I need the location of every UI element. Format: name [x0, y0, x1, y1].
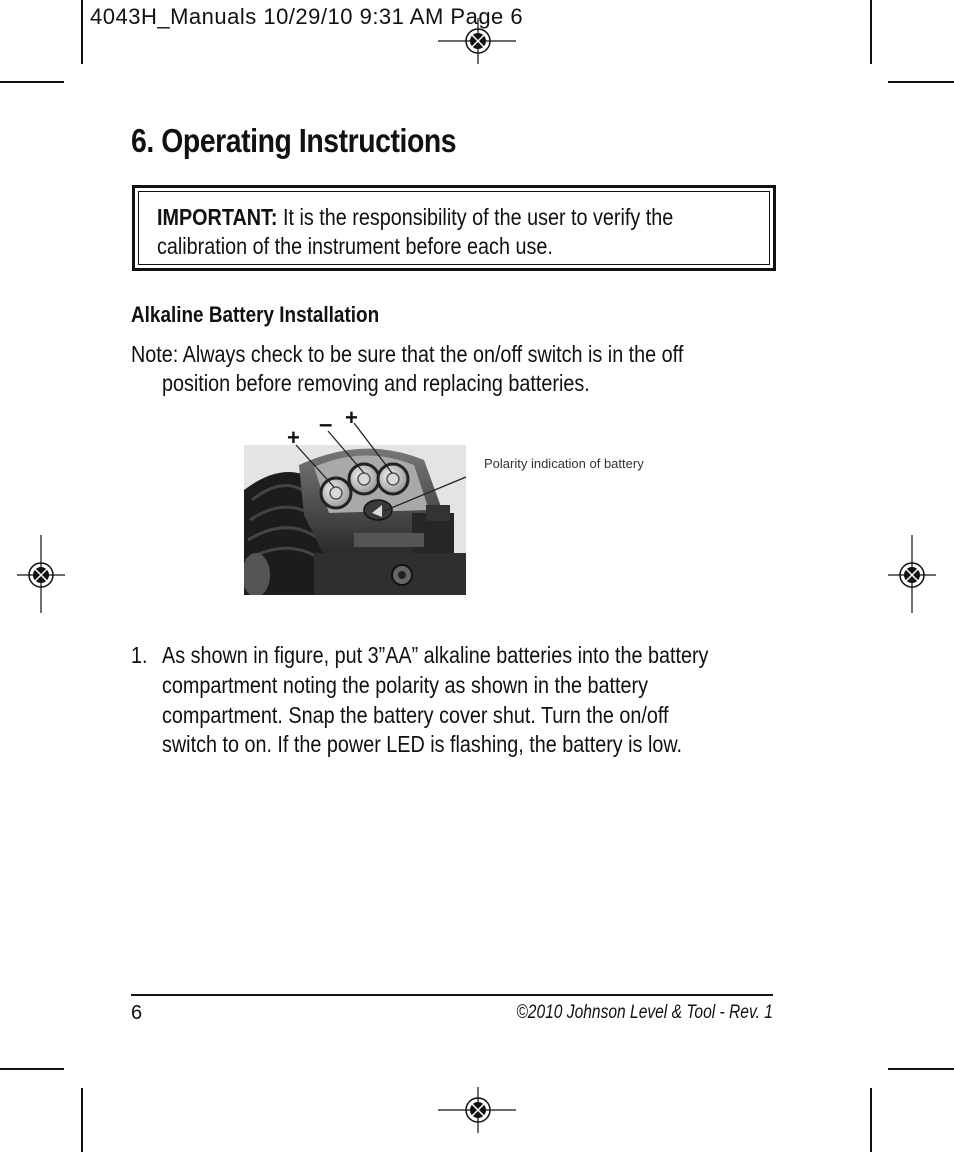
print-slug: 4043H_Manuals 10/29/10 9:31 AM Page 6 [90, 4, 524, 29]
section-heading: Alkaline Battery Installation [131, 302, 380, 327]
copyright-notice: ©2010 Johnson Level & Tool - Rev. 1 [516, 1002, 773, 1023]
page-title: 6. Operating Instructions [131, 122, 457, 159]
polarity-minus: – [319, 411, 333, 438]
note-line-1: Note: Always check to be sure that the on/off switch is in the off [131, 341, 684, 367]
note-line-2: position before removing and replacing batteries. [162, 370, 590, 396]
step-line-1: As shown in figure, put 3”AA” alkaline batteries into the battery [162, 642, 709, 668]
polarity-plus-right: + [345, 405, 358, 430]
step-line-4: switch to on. If the power LED is flashing, the battery is low. [162, 731, 683, 757]
polarity-plus-left: + [287, 425, 300, 450]
registration-mark-bottom-icon [438, 1085, 518, 1135]
step-line-2: compartment noting the polarity as shown in the battery [162, 672, 648, 698]
registration-mark-right-icon [886, 535, 938, 615]
important-label: IMPORTANT: [157, 204, 278, 230]
registration-mark-left-icon [15, 535, 67, 615]
important-text-line1: It is the responsibility of the user to verify the [277, 204, 674, 230]
step-line-3: compartment. Snap the battery cover shut. Turn the on/off [162, 702, 669, 728]
figure-label: Polarity indication of battery [484, 456, 644, 471]
step-number: 1. [131, 642, 148, 668]
registration-mark-top-icon [438, 16, 518, 66]
footer-divider [131, 994, 773, 996]
page-number: 6 [131, 1002, 143, 1024]
important-notice-box [132, 185, 776, 271]
important-text-line2: calibration of the instrument before each use. [157, 233, 553, 259]
battery-compartment-figure [244, 405, 664, 595]
